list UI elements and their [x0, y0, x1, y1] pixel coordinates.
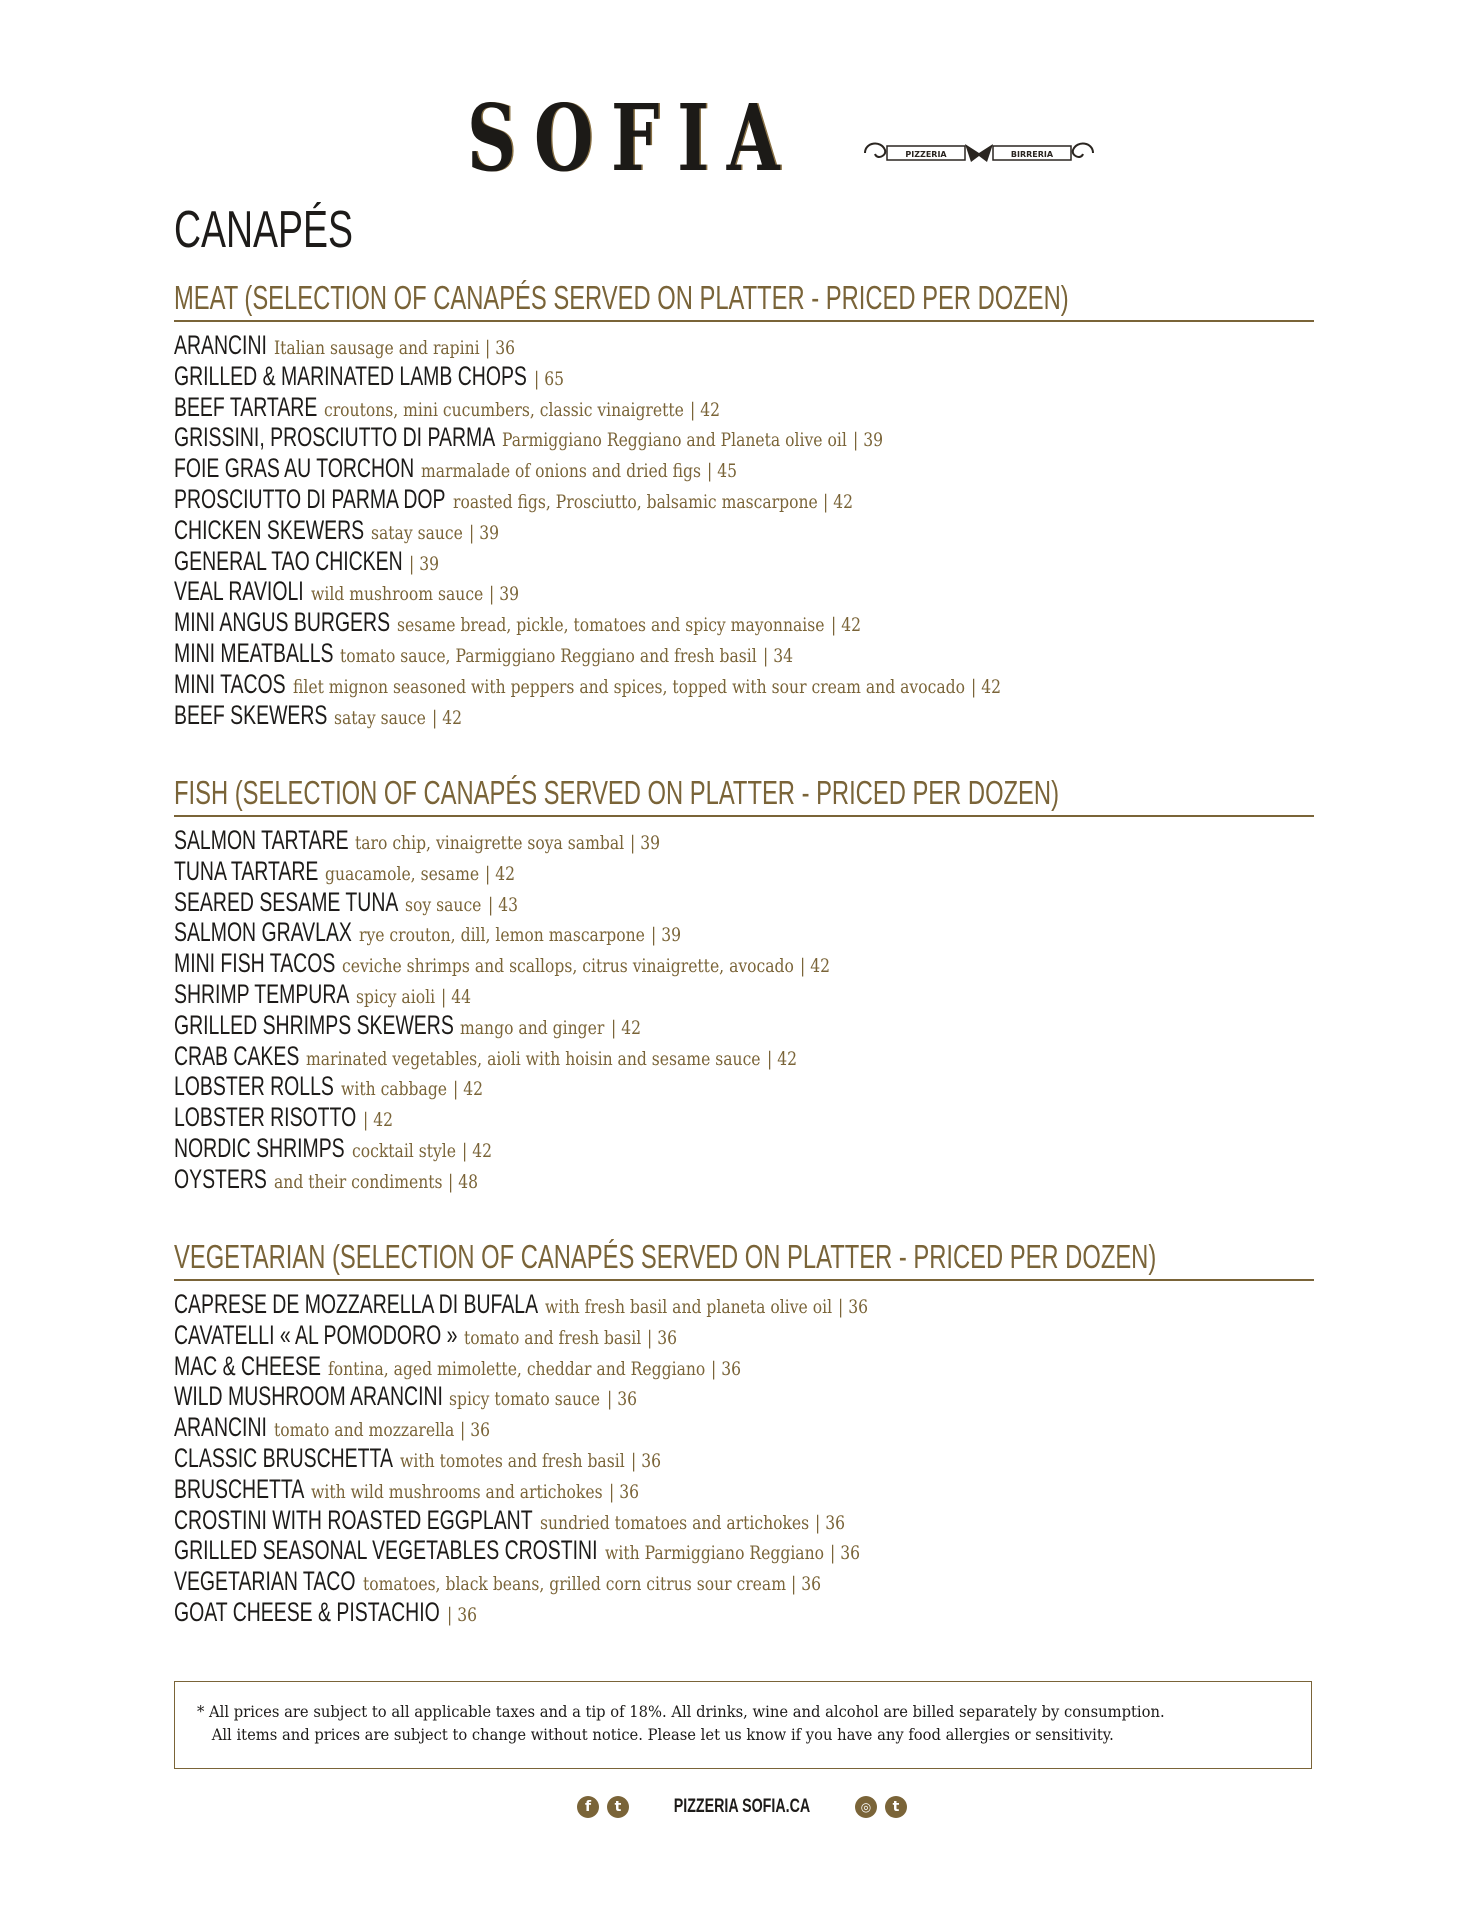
item-description: with tomotes and fresh basil [400, 1449, 625, 1472]
menu-item [174, 422, 1314, 453]
item-price: | 42 [363, 1109, 394, 1132]
menu-item [174, 453, 1314, 484]
menu-item [174, 576, 1314, 607]
twitter-icon[interactable]: t [607, 1796, 629, 1818]
item-price: | 36 [837, 1296, 868, 1318]
menu-item [174, 1102, 1314, 1133]
item-name: NORDIC SHRIMPS [174, 1132, 345, 1163]
menu-item [174, 546, 1314, 577]
item-price: | 43 [487, 893, 518, 916]
menu-item [174, 392, 1314, 423]
logo-banner [859, 136, 1099, 170]
item-description: sundried tomatoes and artichokes [539, 1511, 809, 1534]
menu-item [174, 361, 1314, 392]
menu-item [174, 1010, 1314, 1041]
section-meat [174, 278, 1314, 730]
menu-item [174, 484, 1314, 515]
item-name: CROSTINI WITH ROASTED EGGPLANT [174, 1504, 533, 1535]
section-heading: FISH (SELECTION OF CANAPÉS SERVED ON PLATTER - PRICED PER DOZEN) [174, 773, 1314, 817]
tumblr-icon[interactable]: t [885, 1796, 907, 1818]
item-name: GRILLED & MARINATED LAMB CHOPS [174, 360, 527, 391]
item-name: CAPRESE DE MOZZARELLA DI BUFALA [174, 1289, 539, 1319]
item-description: rye crouton, dill, lemon mascarpone [358, 924, 645, 947]
item-price: | 36 [791, 1573, 822, 1596]
item-name: FOIE GRAS AU TORCHON [174, 453, 415, 484]
item-name: CRAB CAKES [174, 1040, 300, 1071]
facebook-icon[interactable]: f [577, 1796, 599, 1818]
menu-item [174, 948, 1314, 979]
item-description: satay sauce [334, 706, 427, 729]
item-price: | 42 [432, 706, 463, 729]
item-description: croutons, mini cucumbers, classic vinaigrette [324, 398, 685, 421]
item-name: CAVATELLI « AL POMODORO » [174, 1319, 458, 1350]
item-price: | 36 [460, 1419, 491, 1442]
item-name: MINI FISH TACOS [174, 948, 336, 979]
item-price: | 36 [815, 1511, 846, 1534]
item-name: GRISSINI, PROSCIUTTO DI PARMA [174, 422, 496, 453]
item-description: with cabbage [340, 1078, 447, 1101]
pricing-note [174, 1681, 1312, 1769]
item-list [174, 825, 1314, 1195]
item-description: tomato and mozzarella [273, 1419, 455, 1442]
item-price: | 42 [767, 1047, 798, 1070]
note-line-1: * All prices are subject to all applicable taxes and a tip of 18%. All drinks, wine and alcohol are billed separately by consumption. [197, 1702, 1165, 1721]
logo [0, 84, 1484, 192]
item-price: | 36 [711, 1357, 742, 1380]
section-vegetarian [174, 1237, 1314, 1628]
item-price: | 36 [829, 1542, 860, 1565]
item-name: BEEF TARTARE [174, 391, 318, 422]
item-price: | 39 [852, 429, 883, 452]
item-price: | 39 [630, 832, 661, 854]
item-name: CLASSIC BRUSCHETTA [174, 1442, 393, 1473]
item-price: | 44 [441, 985, 472, 1008]
item-name: GOAT CHEESE & PISTACHIO [174, 1596, 440, 1627]
item-name: LOBSTER ROLLS [174, 1071, 334, 1102]
menu-item [174, 1474, 1314, 1505]
menu-item [174, 1566, 1314, 1597]
website-link[interactable]: PIZZERIA SOFIA.CA [673, 1796, 811, 1817]
logo-left-text: PIZZERIA [905, 150, 947, 159]
item-price: | 42 [453, 1078, 484, 1101]
item-price: | 39 [650, 924, 681, 947]
item-name: ARANCINI [174, 330, 267, 360]
item-description: with wild mushrooms and artichokes [311, 1480, 603, 1503]
logo-wordmark: SOFIA [466, 84, 797, 192]
menu-item [174, 638, 1314, 669]
menu-item [174, 330, 1314, 361]
item-description: tomatoes, black beans, grilled corn citrus sour cream [362, 1573, 786, 1596]
item-price: | 42 [830, 614, 861, 637]
item-price: | 36 [485, 337, 516, 359]
item-name: VEAL RAVIOLI [174, 576, 304, 607]
item-price: | 39 [409, 552, 440, 575]
item-price: | 42 [484, 862, 515, 885]
item-description: tomato sauce, Parmiggiano Reggiano and fresh basil [340, 644, 757, 667]
item-price: | 45 [707, 460, 738, 483]
item-description: spicy aioli [355, 985, 435, 1008]
item-description: filet mignon seasoned with peppers and spices, topped with sour cream and avocado [292, 675, 965, 698]
item-name: TUNA TARTARE [174, 855, 319, 886]
menu-item [174, 1443, 1314, 1474]
item-description: wild mushroom sauce [310, 583, 483, 606]
item-description: fontina, aged mimolette, cheddar and Reggiano [327, 1357, 706, 1380]
item-description: and their condiments [273, 1170, 443, 1193]
item-list [174, 330, 1314, 730]
menu-item [174, 1164, 1314, 1195]
item-list [174, 1289, 1314, 1628]
menu-item [174, 1381, 1314, 1412]
menu-item [174, 917, 1314, 948]
item-price: | 36 [608, 1480, 639, 1503]
item-description: Italian sausage and rapini [273, 337, 480, 359]
menu-item [174, 1041, 1314, 1072]
instagram-icon[interactable]: ◎ [855, 1796, 877, 1818]
item-description: roasted figs, Prosciutto, balsamic mascarpone [452, 490, 818, 513]
item-description: with Parmiggiano Reggiano [604, 1542, 824, 1565]
item-name: PROSCIUTTO DI PARMA DOP [174, 483, 446, 514]
menu-item [174, 1133, 1314, 1164]
item-description: satay sauce [371, 521, 464, 544]
item-name: GRILLED SHRIMPS SKEWERS [174, 1009, 454, 1040]
item-name: SALMON TARTARE [174, 825, 349, 855]
section-heading: VEGETARIAN (SELECTION OF CANAPÉS SERVED ON PLATTER - PRICED PER DOZEN) [174, 1237, 1314, 1281]
item-name: LOBSTER RISOTTO [174, 1102, 357, 1133]
section-fish [174, 773, 1314, 1195]
item-price: | 36 [647, 1326, 678, 1349]
item-description: mango and ginger [460, 1016, 605, 1039]
item-name: GRILLED SEASONAL VEGETABLES CROSTINI [174, 1535, 598, 1566]
item-name: MINI MEATBALLS [174, 637, 334, 668]
item-name: WILD MUSHROOM ARANCINI [174, 1381, 443, 1412]
menu-item [174, 1535, 1314, 1566]
menu-item [174, 825, 1314, 856]
item-name: OYSTERS [174, 1163, 267, 1194]
item-name: VEGETARIAN TACO [174, 1566, 356, 1597]
section-heading: MEAT (SELECTION OF CANAPÉS SERVED ON PLATTER - PRICED PER DOZEN) [174, 278, 1314, 322]
item-price: | 65 [534, 367, 565, 390]
note-line-2: All items and prices are subject to change without notice. Please let us know if you have any food allergies or sensitivity. [211, 1725, 1114, 1744]
item-price: | 42 [690, 398, 721, 421]
item-description: soy sauce [404, 893, 482, 916]
item-description: with fresh basil and planeta olive oil [544, 1296, 832, 1318]
item-name: SEARED SESAME TUNA [174, 886, 399, 917]
item-name: GENERAL TAO CHICKEN [174, 545, 403, 576]
item-name: ARANCINI [174, 1412, 267, 1443]
footer [0, 1796, 1484, 1826]
item-price: | 48 [448, 1170, 479, 1193]
item-name: MINI ANGUS BURGERS [174, 607, 391, 638]
item-name: MINI TACOS [174, 668, 286, 699]
menu-item [174, 607, 1314, 638]
item-price: | 42 [823, 490, 854, 513]
menu-item [174, 669, 1314, 700]
item-price: | 42 [610, 1016, 641, 1039]
item-price: | 42 [971, 675, 1002, 698]
menu-item [174, 887, 1314, 918]
menu-item [174, 1505, 1314, 1536]
item-name: BEEF SKEWERS [174, 699, 328, 730]
item-price: | 42 [800, 955, 831, 978]
item-price: | 36 [446, 1603, 477, 1626]
item-description: cocktail style [351, 1139, 456, 1162]
menu-item [174, 1289, 1314, 1320]
item-price: | 34 [763, 644, 794, 667]
item-price: | 39 [469, 521, 500, 544]
item-description: sesame bread, pickle, tomatoes and spicy mayonnaise [397, 614, 825, 637]
item-price: | 39 [489, 583, 520, 606]
item-description: marmalade of onions and dried figs [420, 460, 701, 483]
item-description: Parmiggiano Reggiano and Planeta olive oil [502, 429, 848, 452]
item-description: taro chip, vinaigrette soya sambal [355, 832, 625, 854]
item-name: SALMON GRAVLAX [174, 917, 352, 948]
item-name: CHICKEN SKEWERS [174, 514, 365, 545]
item-description: marinated vegetables, aioli with hoisin and sesame sauce [306, 1047, 761, 1070]
item-description: guacamole, sesame [324, 862, 480, 885]
page-title: CANAPÉS [174, 201, 353, 259]
item-description: tomato and fresh basil [464, 1326, 642, 1349]
item-description: spicy tomato sauce [449, 1388, 601, 1411]
item-description: ceviche shrimps and scallops, citrus vinaigrette, avocado [342, 955, 795, 978]
item-price: | 36 [606, 1388, 637, 1411]
item-name: SHRIMP TEMPURA [174, 978, 350, 1009]
item-price: | 42 [461, 1139, 492, 1162]
item-name: BRUSCHETTA [174, 1473, 305, 1504]
menu-item [174, 1320, 1314, 1351]
item-name: MAC & CHEESE [174, 1350, 321, 1381]
menu-item [174, 1351, 1314, 1382]
logo-right-text: BIRRERIA [1011, 150, 1054, 159]
item-price: | 36 [630, 1449, 661, 1472]
